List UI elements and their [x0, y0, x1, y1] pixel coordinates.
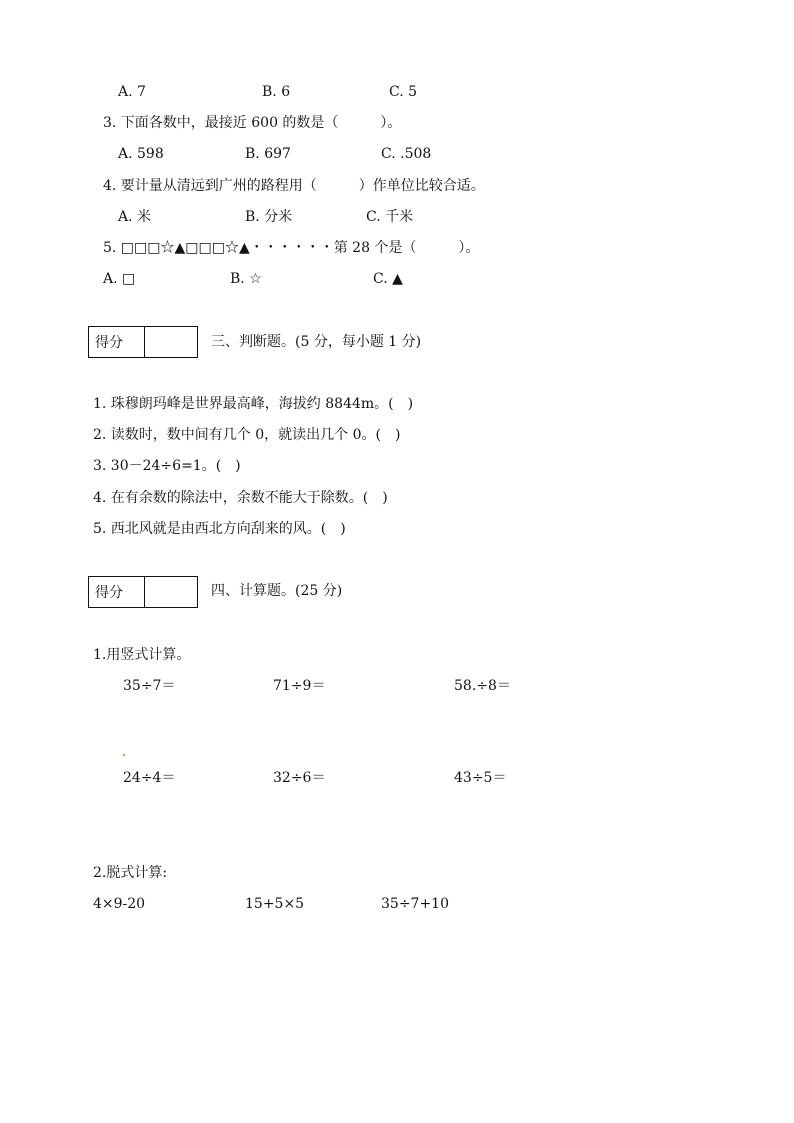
score-label: 得分: [89, 577, 145, 607]
q2-option-b: B. 6: [262, 84, 291, 100]
calc-row2-expr-2: 32÷6＝: [273, 770, 326, 786]
calc-row2-expr-3: 43÷5＝: [454, 770, 507, 786]
q5-option-a: A. □: [103, 271, 136, 287]
q2-option-a: A. 7: [118, 84, 146, 100]
calc-sub2-title: 2.脱式计算:: [93, 865, 168, 881]
q2-option-c: C. 5: [389, 84, 418, 100]
score-value-cell[interactable]: [145, 327, 197, 357]
score-label: 得分: [89, 327, 145, 357]
calc-row1-expr-3: 58.÷8＝: [454, 678, 511, 694]
q4-stem: 4. 要计量从清远到广州的路程用（ ）作单位比较合适。: [103, 178, 485, 194]
judge-item-5: 5. 西北风就是由西北方向刮来的风。( ): [93, 521, 346, 537]
calc-row1-expr-1: 35÷7＝: [123, 678, 176, 694]
calc-sub1-title: 1.用竖式计算。: [93, 647, 191, 663]
section4-title: 四、计算题。(25 分): [211, 583, 343, 599]
score-box-section4: [88, 576, 198, 608]
judge-item-2: 2. 读数时，数中间有几个 0，就读出几个 0。( ): [93, 427, 401, 443]
q4-option-c: C. 千米: [366, 209, 414, 225]
q3-option-a: A. 598: [118, 146, 164, 162]
section3-title: 三、判断题。(5 分，每小题 1 分): [211, 334, 422, 350]
judge-item-1: 1. 珠穆朗玛峰是世界最高峰，海拔约 8844m。( ): [93, 396, 414, 412]
q3-option-b: B. 697: [245, 146, 291, 162]
calc-row3-expr-3: 35÷7+10: [381, 896, 449, 912]
score-box-section3: [88, 326, 198, 358]
q4-option-b: B. 分米: [245, 209, 293, 225]
score-value-cell[interactable]: [145, 577, 197, 607]
judge-item-4: 4. 在有余数的除法中，余数不能大于除数。( ): [93, 490, 388, 506]
stray-dot: [123, 754, 125, 756]
q5-option-b: B. ☆: [230, 271, 262, 287]
calc-row2-expr-1: 24÷4＝: [123, 770, 176, 786]
q5-option-c: C. ▲: [373, 271, 403, 287]
q3-option-c: C. .508: [381, 146, 432, 162]
q3-stem: 3. 下面各数中，最接近 600 的数是（ ）。: [103, 115, 402, 131]
calc-row1-expr-2: 71÷9＝: [273, 678, 326, 694]
q5-stem: 5. □□□☆▲□□□☆▲・・・・・・第 28 个是（ ）。: [103, 240, 480, 256]
calc-row3-expr-1: 4×9-20: [93, 896, 146, 912]
q4-option-a: A. 米: [118, 209, 152, 225]
calc-row3-expr-2: 15+5×5: [245, 896, 305, 912]
judge-item-3: 3. 30－24÷6=1。( ): [93, 458, 241, 474]
